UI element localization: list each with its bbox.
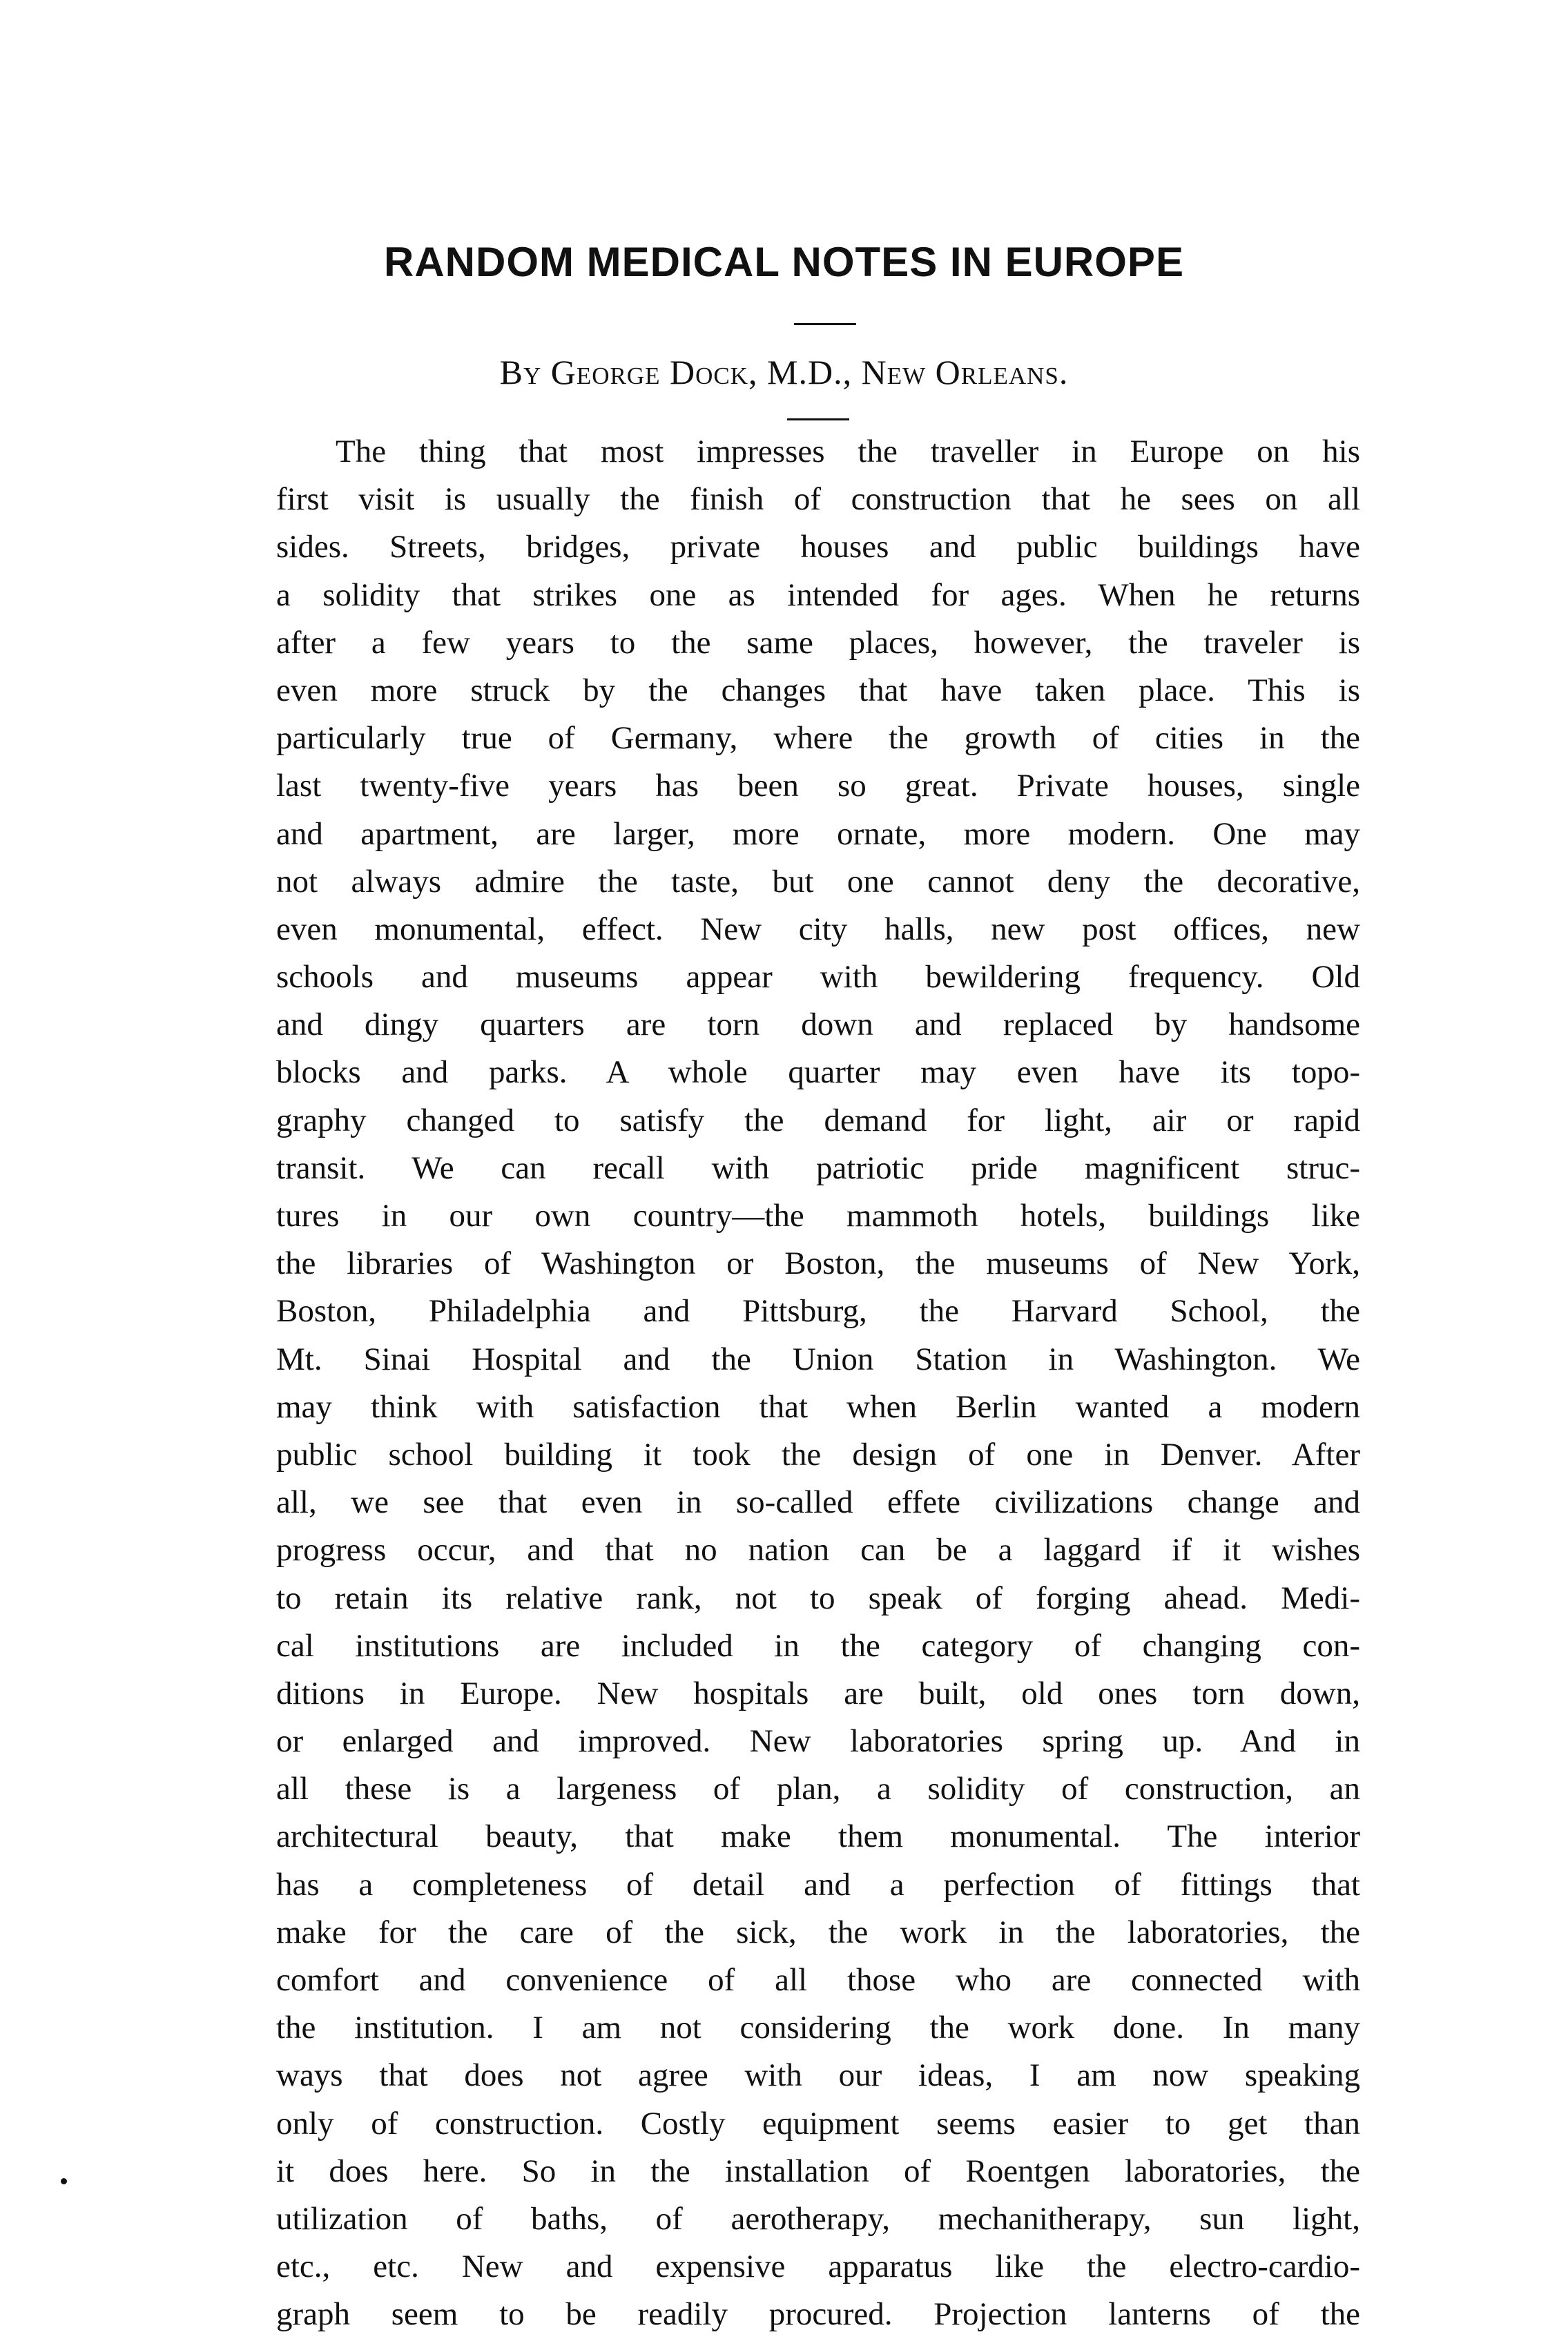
- body-line: and apartment, are larger, more ornate, more modern. One may: [276, 815, 1360, 852]
- body-line: or enlarged and improved. New laboratories spring up. And in: [276, 1723, 1360, 1760]
- body-line: transit. We can recall with patriotic pride magnificent struc-: [276, 1149, 1360, 1186]
- body-line: not always admire the taste, but one cannot deny the decorative,: [276, 863, 1360, 900]
- body-line: a solidity that strikes one as intended for ages. When he returns: [276, 576, 1360, 613]
- margin-speck: [61, 2178, 67, 2184]
- title-divider: [794, 323, 856, 325]
- body-line: Mt. Sinai Hospital and the Union Station in Washington. We: [276, 1341, 1360, 1377]
- byline: [0, 352, 1568, 392]
- byline-location: New Orleans.: [861, 353, 1069, 391]
- body-line: blocks and parks. A whole quarter may even have its topo-: [276, 1054, 1360, 1091]
- body-line: Boston, Philadelphia and Pittsburg, the Harvard School, the: [276, 1293, 1360, 1330]
- body-line: to retain its relative rank, not to speak of forging ahead. Medi-: [276, 1580, 1360, 1616]
- body-line: schools and museums appear with bewildering frequency. Old: [276, 959, 1360, 996]
- body-line: comfort and convenience of all those who are connected with: [276, 1962, 1360, 1998]
- body-line: cal institutions are included in the category of changing con-: [276, 1627, 1360, 1664]
- byline-by: By: [499, 353, 542, 391]
- body-line: progress occur, and that no nation can be a laggard if it wishes: [276, 1532, 1360, 1569]
- body-line: The thing that most impresses the traveller in Europe on his: [336, 434, 1360, 469]
- article-body: [276, 428, 1360, 2339]
- body-line: ways that does not agree with our ideas, I am now speaking: [276, 2057, 1360, 2094]
- body-line: the institution. I am not considering the work done. In many: [276, 2010, 1360, 2046]
- body-line: even monumental, effect. New city halls, new post offices, new: [276, 911, 1360, 947]
- body-line: first visit is usually the finish of construction that he sees on all: [276, 481, 1360, 518]
- body-line: graph seem to be readily procured. Projection lanterns of the: [276, 2296, 1360, 2333]
- body-line: etc., etc. New and expensive apparatus like the electro-cardio-: [276, 2249, 1360, 2285]
- body-line: make for the care of the sick, the work in the laboratories, the: [276, 1914, 1360, 1950]
- body-line: sides. Streets, bridges, private houses and public buildings have: [276, 529, 1360, 565]
- body-line: utilization of baths, of aerotherapy, mechanitherapy, sun light,: [276, 2200, 1360, 2237]
- body-line: even more struck by the changes that have taken place. This is: [276, 672, 1360, 708]
- body-line: particularly true of Germany, where the growth of cities in the: [276, 720, 1360, 757]
- body-line: only of construction. Costly equipment seems easier to get than: [276, 2105, 1360, 2142]
- article-title: RANDOM MEDICAL NOTES IN EUROPE: [384, 239, 1184, 285]
- body-line: graphy changed to satisfy the demand for light, air or rapid: [276, 1102, 1360, 1138]
- body-line: last twenty-five years has been so great. Private houses, single: [276, 768, 1360, 804]
- byline-divider: [787, 418, 849, 420]
- body-line: all these is a largeness of plan, a solidity of construction, an: [276, 1771, 1360, 1807]
- body-line: the libraries of Washington or Boston, the museums of New York,: [276, 1245, 1360, 1282]
- byline-author: George Dock, M.D.,: [550, 353, 853, 391]
- body-line: it does here. So in the installation of Roentgen laboratories, the: [276, 2153, 1360, 2189]
- body-line: after a few years to the same places, however, the traveler is: [276, 624, 1360, 661]
- body-line: tures in our own country—the mammoth hotels, buildings like: [276, 1198, 1360, 1234]
- body-line: may think with satisfaction that when Berlin wanted a modern: [276, 1388, 1360, 1425]
- body-line: and dingy quarters are torn down and replaced by handsome: [276, 1007, 1360, 1043]
- body-line: all, we see that even in so-called effete civilizations change and: [276, 1484, 1360, 1521]
- body-line: ditions in Europe. New hospitals are built, old ones torn down,: [276, 1675, 1360, 1711]
- body-line: has a completeness of detail and a perfection of fittings that: [276, 1866, 1360, 1903]
- body-line: architectural beauty, that make them monumental. The interior: [276, 1818, 1360, 1855]
- body-line: public school building it took the design of one in Denver. After: [276, 1436, 1360, 1473]
